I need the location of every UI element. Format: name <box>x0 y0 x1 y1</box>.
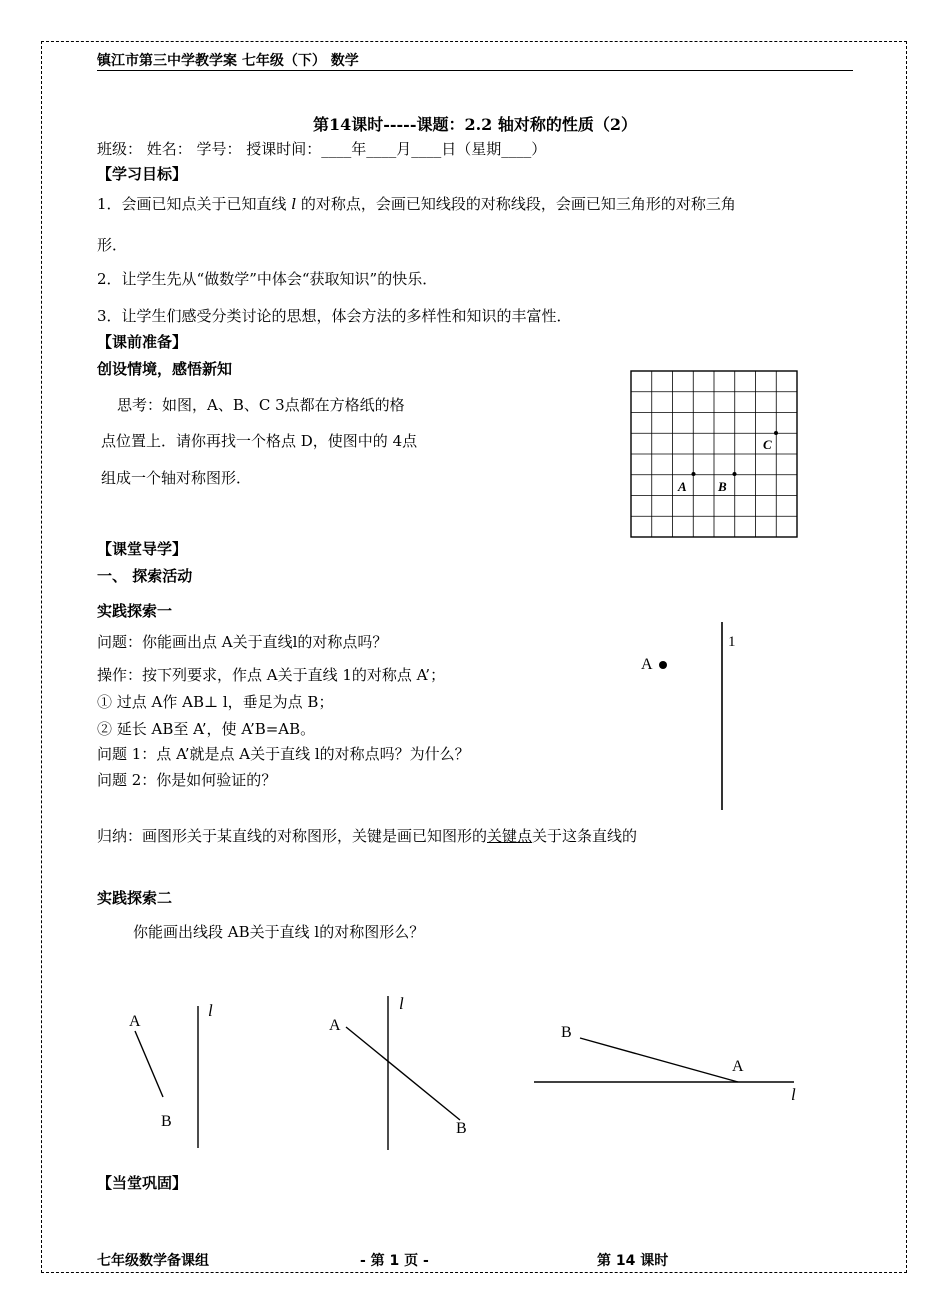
explore1-heading: 实践探索一 <box>97 602 173 620</box>
objective-3: 3．让学生们感受分类讨论的思想，体会方法的多样性和知识的丰富性． <box>97 307 572 325</box>
explore2-heading: 实践探索二 <box>97 889 173 907</box>
prep-line-3: 组成一个轴对称图形． <box>101 469 252 487</box>
part1-heading: 一、 探索活动 <box>97 567 193 585</box>
objective-1: 1．会画已知点关于已知直线 l 的对称点，会画已知线段的对称线段，会画已知三角形的对称三角 <box>97 195 736 213</box>
fig1-label-l: l <box>208 1001 213 1020</box>
header-rule <box>97 70 853 71</box>
info-line: 班级： 姓名： 学号： 授课时间：____年____月____日（星期____） <box>97 140 547 158</box>
grid-label-b: B <box>718 479 727 494</box>
fig3-label-b: B <box>561 1024 572 1041</box>
explore1-summary: 归纳：画图形关于某直线的对称图形，关键是画已知图形的关键点关于这条直线的 <box>97 827 638 845</box>
explore1-question: 问题：你能画出点 A关于直线l的对称点吗？ <box>97 633 388 651</box>
objectives-heading: 【学习目标】 <box>97 165 188 183</box>
explore1-step-2: ② 延长 AB至 A’，使 A’B=AB。 <box>97 720 316 738</box>
figure-3 <box>534 1024 796 1104</box>
point-a-label: A <box>641 656 653 673</box>
explore1-step-1: ① 过点 A作 AB⊥ l，垂足为点 B； <box>97 693 334 711</box>
explore1-question-1: 问题 1：点 A’就是点 A关于直线 l的对称点吗？为什么？ <box>97 745 470 763</box>
prep-line-1: 思考：如图，A、B、C 3点都在方格纸的格 <box>117 396 405 414</box>
objective-2: 2．让学生先从“做数学”中体会“获取知识”的快乐． <box>97 270 438 288</box>
explore1-figure <box>630 618 760 818</box>
explore1-question-2: 问题 2：你是如何验证的？ <box>97 771 277 789</box>
objective-1-cont: 形． <box>97 236 128 254</box>
lesson-title: 第14课时-----课题：2.2 轴对称的性质（2） <box>312 115 637 134</box>
fig2-label-l: l <box>399 994 404 1013</box>
prep-line-2: 点位置上．请你再找一个格点 D，使图中的 4点 <box>101 432 418 450</box>
explore2-figures <box>100 990 820 1160</box>
fig1-label-b: B <box>161 1113 172 1130</box>
fig2-label-b: B <box>456 1120 467 1137</box>
footer-left: 七年级数学备课组 <box>97 1253 209 1269</box>
segment-ab-3 <box>580 1038 738 1082</box>
line-l-label: 1 <box>728 634 736 650</box>
grid-point-b <box>733 472 737 476</box>
figure-1 <box>129 1001 213 1148</box>
point-a <box>659 661 667 669</box>
segment-ab-1 <box>135 1031 163 1097</box>
grid-label-a: A <box>678 479 687 494</box>
grid-label-c: C <box>763 437 772 452</box>
fig2-label-a: A <box>329 1017 341 1034</box>
prep-heading: 【课前准备】 <box>97 333 188 351</box>
explore2-question: 你能画出线段 AB关于直线 l的对称图形么？ <box>133 923 425 941</box>
grid-figure <box>630 370 800 540</box>
segment-ab-2 <box>346 1027 460 1120</box>
fig1-label-a: A <box>129 1013 141 1030</box>
consolidate-heading: 【当堂巩固】 <box>97 1174 188 1192</box>
footer-page: - 第 1 页 - <box>360 1253 429 1269</box>
prep-subheading: 创设情境，感悟新知 <box>97 360 233 378</box>
fig3-label-a: A <box>732 1058 744 1075</box>
grid-point-a <box>692 472 696 476</box>
figure-2 <box>329 994 467 1150</box>
guide-heading: 【课堂导学】 <box>97 540 188 558</box>
grid-point-c <box>774 431 778 435</box>
explore1-operation: 操作：按下列要求，作点 A关于直线 1的对称点 A’； <box>97 666 446 684</box>
fig3-label-l: l <box>791 1085 796 1104</box>
header-school: 镇江市第三中学教学案 七年级（下） 数学 <box>97 53 359 69</box>
footer-right: 第 14 课时 <box>597 1253 669 1269</box>
